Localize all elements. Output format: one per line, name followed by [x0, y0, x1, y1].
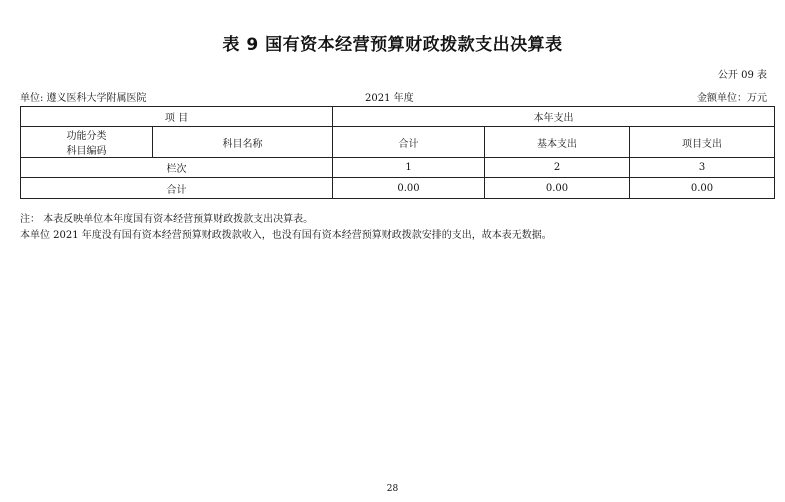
- total-header: 合计: [333, 127, 485, 158]
- total-value: 0.00: [333, 178, 485, 199]
- year-label: 2021 年度: [365, 93, 414, 104]
- column-index-3: 3: [630, 158, 775, 178]
- header-annual-expenditure: 本年支出: [333, 107, 775, 127]
- project-value: 0.00: [630, 178, 775, 199]
- basic-expenditure-header: 基本支出: [485, 127, 630, 158]
- header-item: 项 目: [21, 107, 333, 127]
- table-subheader-row: [21, 127, 775, 158]
- note-line-1: 注： 本表反映单位本年度国有资本经营预算财政拨款支出决算表。: [20, 214, 314, 225]
- func-class-cell: [21, 127, 153, 158]
- page-title: 表 9 国有资本经营预算财政拨款支出决算表: [222, 35, 563, 55]
- subject-code-label: 科目编码: [66, 146, 107, 157]
- expenditure-table: [20, 106, 775, 199]
- page-number: 28: [386, 484, 399, 494]
- notes-section: [20, 212, 552, 244]
- unit-label: 单位: 遵义医科大学附属医院: [20, 93, 147, 104]
- func-class-label: 功能分类: [66, 131, 107, 142]
- column-index-label: 栏次: [21, 158, 333, 178]
- total-row: [21, 178, 775, 199]
- note-line-2: 本单位 2021 年度没有国有资本经营预算财政拨款收入，也没有国有资本经营预算财政拨款安排的支出，故本表无数据。: [20, 230, 552, 241]
- amount-unit-label: 金额单位：万元: [697, 93, 767, 104]
- column-index-row: [21, 158, 775, 178]
- subject-name-header: 科目名称: [153, 127, 333, 158]
- project-expenditure-header: 项目支出: [630, 127, 775, 158]
- unit-info-row: [20, 89, 767, 103]
- column-index-2: 2: [485, 158, 630, 178]
- basic-value: 0.00: [485, 178, 630, 199]
- column-index-1: 1: [333, 158, 485, 178]
- table-code: 公开 09 表: [717, 70, 767, 81]
- total-row-label: 合计: [21, 178, 333, 199]
- table-header-row: [21, 107, 775, 127]
